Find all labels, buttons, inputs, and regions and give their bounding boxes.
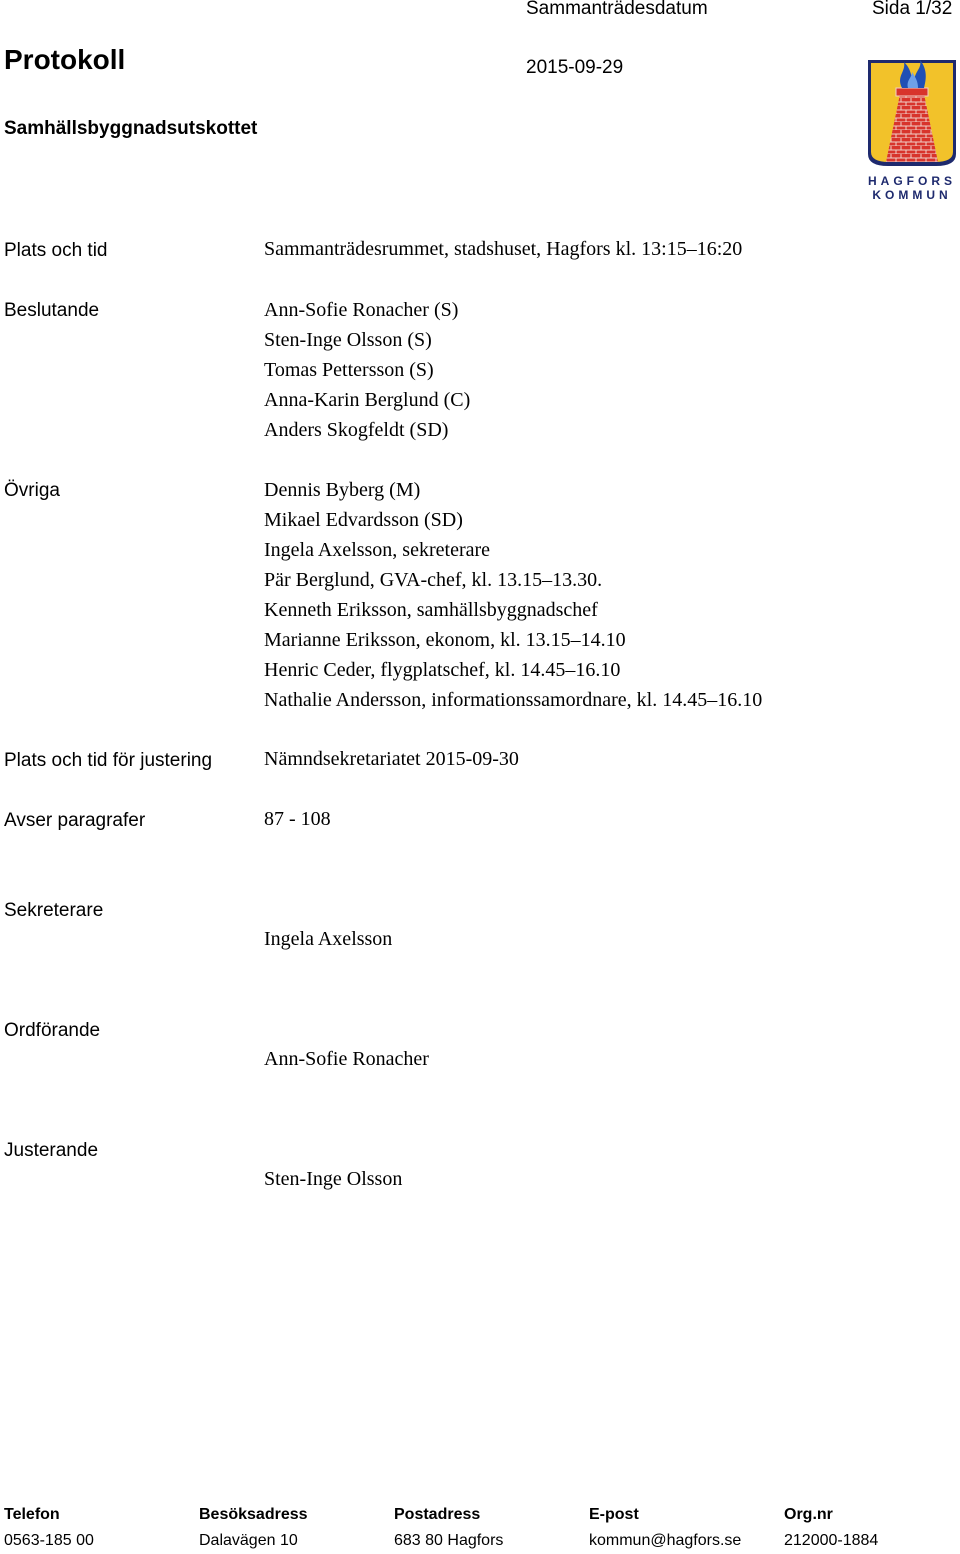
label-ordforande: Ordförande (4, 1020, 101, 1041)
list-item: Ingela Axelsson, sekreterare (264, 539, 491, 561)
footer-label-postadress: Postadress (394, 1506, 481, 1523)
list-item: Tomas Pettersson (S) (264, 359, 434, 381)
footer-value-besoksadress: Dalavägen 10 (199, 1532, 298, 1549)
label-sekreterare: Sekreterare (4, 900, 104, 921)
value-plats-och-tid: Sammanträdesrummet, stadshuset, Hagfors kl. 13:15–16:20 (264, 238, 743, 260)
page-number: Sida 1/32 (872, 0, 953, 19)
list-item: Nathalie Andersson, informationssamordnare, kl. 14.45–16.10 (264, 689, 763, 711)
list-item: Sten-Inge Olsson (S) (264, 329, 432, 351)
list-item: Pär Berglund, GVA-chef, kl. 13.15–13.30. (264, 569, 603, 591)
logo-text-kommun: KOMMUN (872, 188, 952, 202)
list-item: Anna-Karin Berglund (C) (264, 389, 471, 411)
list-ovriga (264, 475, 762, 715)
label-plats-och-tid: Plats och tid (4, 240, 108, 261)
list-item: Ann-Sofie Ronacher (S) (264, 299, 459, 321)
list-item: Henric Ceder, flygplatschef, kl. 14.45–16.10 (264, 659, 621, 681)
value-sekreterare: Ingela Axelsson (264, 928, 393, 950)
footer-value-epost[interactable]: kommun@hagfors.se (589, 1532, 742, 1549)
committee-name: Samhällsbyggnadsutskottet (4, 118, 258, 139)
header-date-label: Sammanträdesdatum (526, 0, 708, 19)
value-justerande: Sten-Inge Olsson (264, 1168, 403, 1190)
meeting-date: 2015-09-29 (526, 57, 624, 78)
footer-label-besoksadress: Besöksadress (199, 1506, 308, 1523)
list-beslutande (264, 295, 470, 445)
footer-label-orgnr: Org.nr (784, 1506, 833, 1523)
document-title: Protokoll (4, 44, 126, 75)
label-justering: Plats och tid för justering (4, 750, 213, 771)
footer-value-orgnr: 212000-1884 (784, 1532, 879, 1549)
footer-label-telefon: Telefon (4, 1506, 60, 1523)
label-paragrafer: Avser paragrafer (4, 810, 146, 831)
value-ordforande: Ann-Sofie Ronacher (264, 1048, 429, 1070)
value-paragrafer: 87 - 108 (264, 808, 331, 830)
list-item: Dennis Byberg (M) (264, 479, 421, 501)
value-justering: Nämndsekretariatet 2015-09-30 (264, 748, 519, 770)
footer-value-postadress: 683 80 Hagfors (394, 1532, 504, 1549)
label-justerande: Justerande (4, 1140, 99, 1161)
list-item: Marianne Eriksson, ekonom, kl. 13.15–14.10 (264, 629, 626, 651)
label-ovriga: Övriga (4, 480, 60, 501)
logo-text-hagfors: HAGFORS (868, 174, 956, 188)
hagfors-kommun-logo (866, 58, 958, 204)
list-item: Anders Skogfeldt (SD) (264, 419, 449, 441)
footer-label-epost: E-post (589, 1506, 639, 1523)
list-item: Mikael Edvardsson (SD) (264, 509, 463, 531)
list-item: Kenneth Eriksson, samhällsbyggnadschef (264, 599, 598, 621)
label-beslutande: Beslutande (4, 300, 100, 321)
footer-value-telefon: 0563-185 00 (4, 1532, 94, 1549)
